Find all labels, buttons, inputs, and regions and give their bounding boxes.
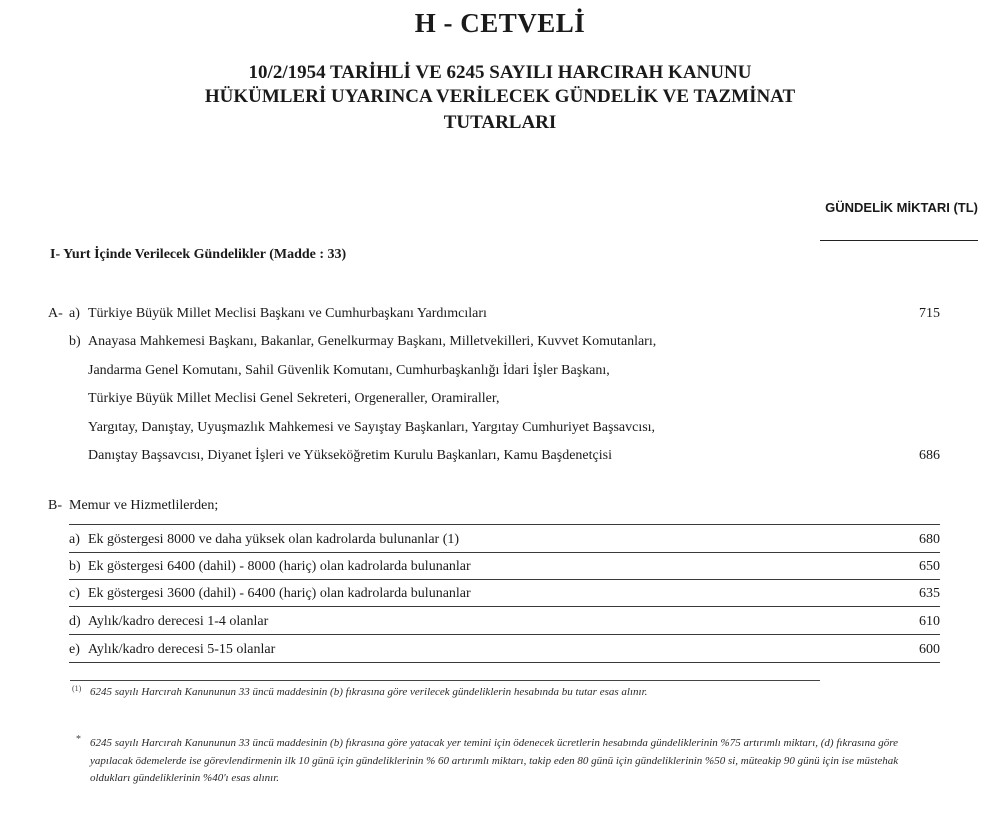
group-b-row-label: c) xyxy=(69,586,80,601)
group-b-row-value: 635 xyxy=(919,586,940,601)
subtitle-line-3: TUTARLARI xyxy=(443,112,557,133)
column-header: GÜNDELİK MİKTARI (TL) xyxy=(825,200,978,215)
group-a-item-b-value: 686 xyxy=(919,448,940,463)
footnote-1: 6245 sayılı Harcırah Kanununun 33 üncü maddesinin (b) fıkrasına göre verilecek gündeliklerin hesabında bu tutar esas alınır. xyxy=(90,686,648,698)
footnote-2: 6245 sayılı Harcırah Kanununun 33 üncü maddesinin (b) fıkrasına göre yatacak yer temini için ödenecek ücretlerin hesabında gündeliklerinin %75 artırımlı miktarı, (d) fıkrasına göre yapılacak ödemelerde ise görevlendirmenin ilk 10 günü için gündeliklerinin % 60 artırımlı miktarı, takip eden 80 günü için gündeliklerinin %50 si, müteakip 90 günü için ise müstehak oldukları gündeliklerinin %40'ı esas alınır. xyxy=(90,737,899,784)
group-b-row-text: Aylık/kadro derecesi 5-15 olanlar xyxy=(88,642,276,657)
group-b-row-value: 610 xyxy=(919,614,940,629)
row-divider xyxy=(69,662,940,663)
group-a-item-b-line-1: Anayasa Mahkemesi Başkanı, Bakanlar, Genelkurmay Başkanı, Milletvekilleri, Kuvvet Komutanları, xyxy=(88,334,657,349)
group-b-row-value: 680 xyxy=(919,532,940,547)
group-a-item-b-line-4: Yargıtay, Danıştay, Uyuşmazlık Mahkemesi ve Sayıştay Başkanları, Yargıtay Cumhuriyet Başsavcısı, xyxy=(88,420,656,435)
subtitle-line-1: 10/2/1954 TARİHLİ VE 6245 SAYILI HARCIRAH KANUNU xyxy=(248,62,752,83)
row-divider xyxy=(69,634,940,635)
section-heading: I- Yurt İçinde Verilecek Gündelikler (Madde : 33) xyxy=(50,247,347,262)
group-b-heading: Memur ve Hizmetlilerden; xyxy=(69,498,219,513)
group-b-row-label: d) xyxy=(69,614,81,629)
row-divider xyxy=(69,606,940,607)
page-title: H - CETVELİ xyxy=(414,8,586,38)
column-header-rule xyxy=(820,240,978,241)
group-a-item-a-value: 715 xyxy=(919,306,940,321)
group-a-item-b-line-2: Jandarma Genel Komutanı, Sahil Güvenlik Komutanı, Cumhurbaşkanlığı İdari İşler Başkanı, xyxy=(88,363,610,378)
footnote-1-marker: (1) xyxy=(72,684,82,693)
footnote-2-marker: * xyxy=(76,734,81,745)
group-b-row-label: e) xyxy=(69,642,80,657)
group-b-row-label: a) xyxy=(69,532,80,547)
subtitle-line-2: HÜKÜMLERİ UYARINCA VERİLECEK GÜNDELİK VE TAZMİNAT xyxy=(204,86,796,107)
group-a-item-b-line-3: Türkiye Büyük Millet Meclisi Genel Sekreteri, Orgeneraller, Oramiraller, xyxy=(88,391,500,406)
group-b-row-label: b) xyxy=(69,559,81,574)
row-divider xyxy=(69,552,940,553)
group-a-item-a-text: Türkiye Büyük Millet Meclisi Başkanı ve Cumhurbaşkanı Yardımcıları xyxy=(88,306,487,321)
group-a-item-b-label: b) xyxy=(69,334,81,349)
row-divider xyxy=(69,579,940,580)
group-b-row-text: Aylık/kadro derecesi 1-4 olanlar xyxy=(88,614,269,629)
group-b-row-text: Ek göstergesi 8000 ve daha yüksek olan kadrolarda bulunanlar (1) xyxy=(88,532,460,547)
group-a-label: A- xyxy=(48,306,63,321)
group-a-item-a-label: a) xyxy=(69,306,80,321)
group-b-row-text: Ek göstergesi 3600 (dahil) - 6400 (hariç) olan kadrolarda bulunanlar xyxy=(88,586,471,601)
group-b-row-text: Ek göstergesi 6400 (dahil) - 8000 (hariç) olan kadrolarda bulunanlar xyxy=(88,559,471,574)
group-b-row-value: 600 xyxy=(919,642,940,657)
row-divider xyxy=(69,524,940,525)
group-b-label: B- xyxy=(48,498,62,513)
footnote-rule xyxy=(70,680,820,681)
group-a-item-b-line-5: Danıştay Başsavcısı, Diyanet İşleri ve Yükseköğretim Kurulu Başkanları, Kamu Başdenetçisi xyxy=(88,448,612,463)
group-b-row-value: 650 xyxy=(919,559,940,574)
